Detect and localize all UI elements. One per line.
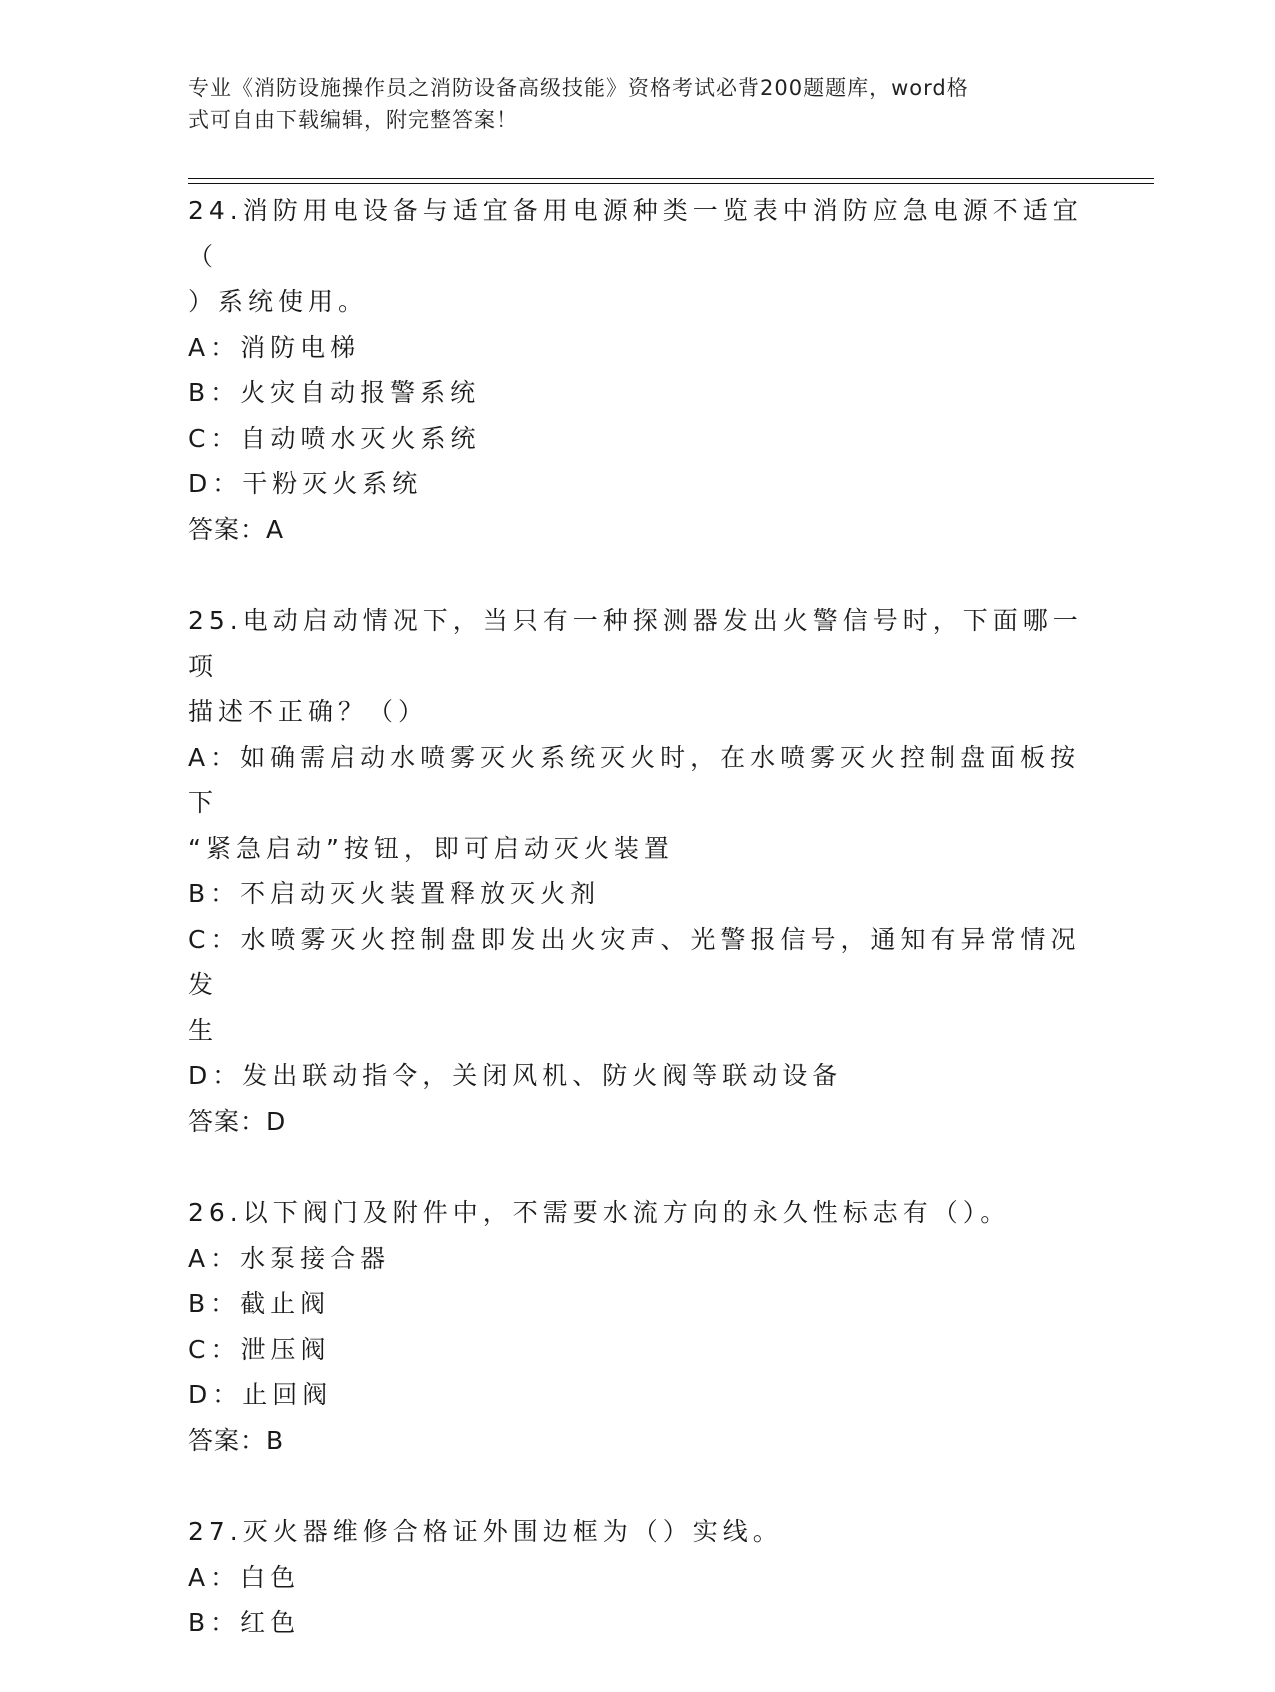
question-stem: 描述不正确？（） [188, 697, 429, 726]
option-a: A：消防电梯 [188, 332, 361, 362]
answer: 答案：D [188, 1106, 287, 1136]
option-b: B：截止阀 [188, 1289, 331, 1318]
question-stem: ）系统使用。 [188, 287, 369, 316]
question-stem: 26.以下阀门及附件中，不需要水流方向的永久性标志有（）。 [188, 1198, 1011, 1227]
option-d: D：止回阀 [188, 1380, 333, 1409]
question-25 [188, 598, 1088, 1144]
question-stem: 25.电动启动情况下，当只有一种探测器发出火警信号时，下面哪一项 [188, 606, 1083, 681]
question-list [188, 188, 1088, 1692]
option-c: C：泄压阀 [188, 1334, 331, 1364]
question-stem: 24.消防用电设备与适宜备用电源种类一览表中消防应急电源不适宜（ [188, 196, 1083, 271]
option-b: B：火灾自动报警系统 [188, 378, 481, 407]
option-c-continued: 生 [188, 1015, 219, 1045]
document-header [188, 72, 1068, 136]
option-a: A：白色 [188, 1562, 301, 1592]
question-27 [188, 1509, 1088, 1646]
option-c: C：自动喷水灭火系统 [188, 423, 481, 453]
question-24 [188, 188, 1088, 552]
header-line-2: 式可自由下载编辑，附完整答案！ [188, 108, 518, 132]
option-d: D：发出联动指令，关闭风机、防火阀等联动设备 [188, 1061, 843, 1090]
question-26 [188, 1190, 1088, 1463]
option-b: B：红色 [188, 1608, 301, 1637]
header-rule-bottom [188, 183, 1154, 184]
answer: 答案：B [188, 1425, 285, 1455]
option-a: A：水泵接合器 [188, 1243, 391, 1273]
option-a-continued: “紧急启动”按钮，即可启动灭火装置 [188, 833, 674, 863]
header-rule-top [188, 178, 1154, 179]
option-c: C：水喷雾灭火控制盘即发出火灾声、光警报信号，通知有异常情况发 [188, 924, 1081, 999]
option-d: D：干粉灭火系统 [188, 469, 423, 498]
option-b: B：不启动灭火装置释放灭火剂 [188, 879, 601, 908]
header-line-1: 专业《消防设施操作员之消防设备高级技能》资格考试必背200题题库，word格 [188, 76, 969, 100]
answer: 答案：A [188, 514, 285, 544]
option-a: A：如确需启动水喷雾灭火系统灭火时，在水喷雾灭火控制盘面板按下 [188, 742, 1081, 817]
question-stem: 27.灭火器维修合格证外围边框为（）实线。 [188, 1517, 783, 1546]
